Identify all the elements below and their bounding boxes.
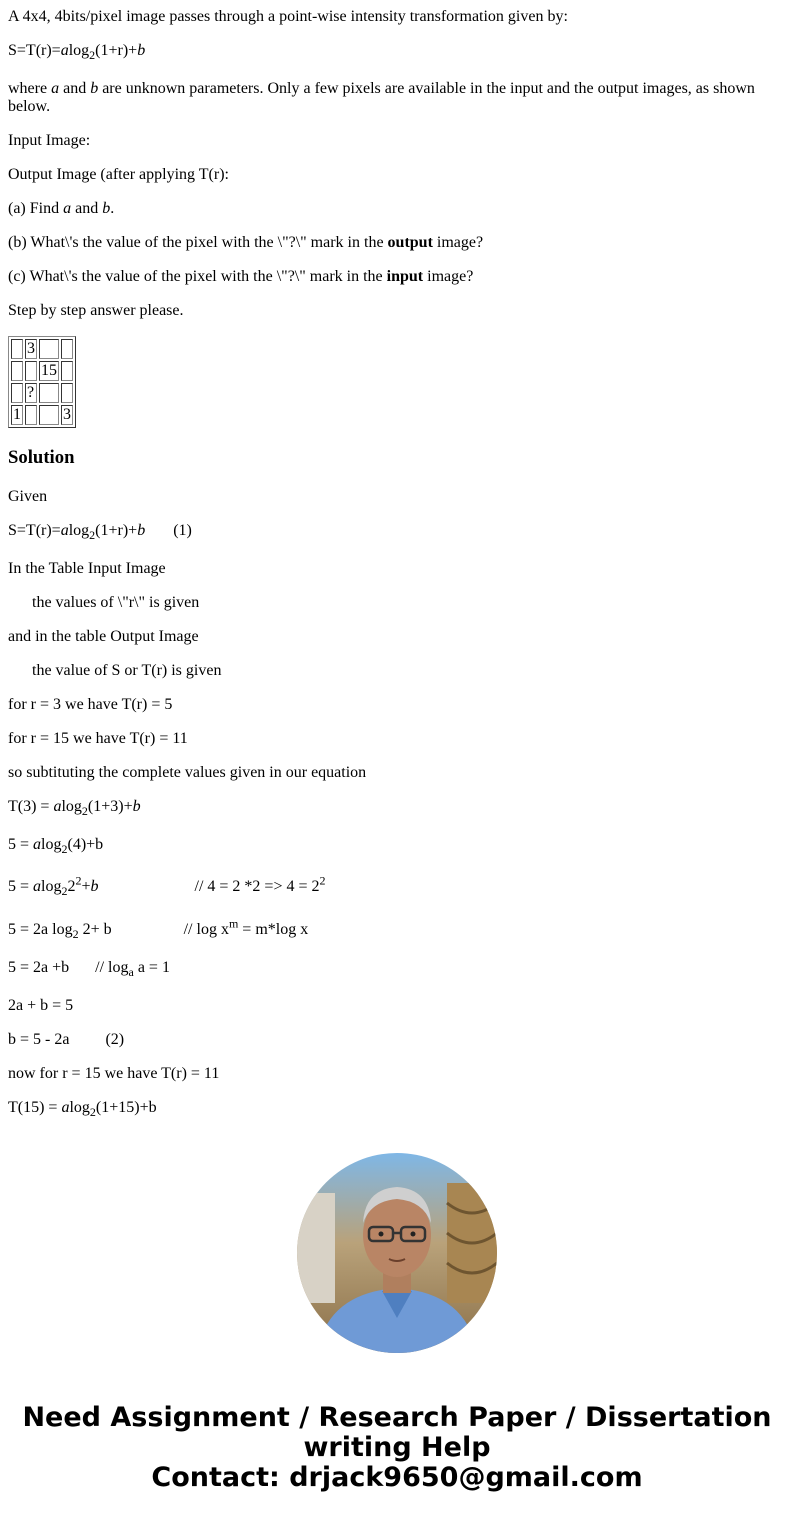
output-image-label: Output Image (after applying T(r): bbox=[8, 166, 229, 183]
equation-step-5: 2a + b = 5 bbox=[8, 997, 74, 1014]
table-cell bbox=[61, 383, 73, 403]
solution-line: and in the table Output Image bbox=[8, 628, 199, 645]
table-cell bbox=[25, 361, 37, 381]
table-cell bbox=[25, 405, 37, 425]
solution-heading: Solution bbox=[8, 447, 75, 468]
part-a: (a) Find a and b. bbox=[8, 200, 115, 217]
table-cell bbox=[11, 339, 23, 359]
table-cell: 15 bbox=[41, 362, 57, 379]
table-cell bbox=[11, 361, 23, 381]
solution-line: for r = 15 we have T(r) = 11 bbox=[8, 730, 188, 747]
equation-1: S=T(r)=alog$_2$(1+r)+b (1) bbox=[8, 522, 192, 543]
equation-t3: T(3) = alog$_2$(1+3)+b bbox=[8, 798, 141, 819]
banner-line: Need Assignment / Research Paper / Dissertation bbox=[22, 1402, 772, 1433]
equation-t15: T(15) = alog$_2$(1+15)+b bbox=[8, 1099, 157, 1120]
input-image-label: Input Image: bbox=[8, 132, 91, 149]
table-row bbox=[11, 405, 73, 425]
transform-formula: S=T(r)=alog$_2$(1+r)+b bbox=[8, 42, 146, 63]
parameters-note: where a and b are unknown parameters. Only a few pixels are available in the input and the output images, as shown below. bbox=[8, 80, 755, 115]
table-cell bbox=[61, 361, 73, 381]
equation-step-2: $5 = alog_22^2+b // 4 = 2$ $*2 => 4 = 2^2$ bbox=[8, 873, 326, 899]
solution-line: the values of \"r\" is given bbox=[32, 594, 200, 611]
table-cell bbox=[39, 383, 59, 403]
pixel-table bbox=[8, 336, 76, 428]
table-cell: 1 bbox=[13, 406, 21, 423]
table-row bbox=[11, 383, 73, 403]
solution-line: now for r = 15 we have T(r) = 11 bbox=[8, 1065, 220, 1082]
table-cell bbox=[39, 405, 59, 425]
banner-line: writing Help bbox=[303, 1432, 491, 1463]
part-c: (c) What\'s the value of the pixel with the \"?\" mark in the input image? bbox=[8, 268, 474, 285]
solution-line: so subtituting the complete values given in our equation bbox=[8, 764, 367, 781]
table-row bbox=[11, 339, 73, 359]
solution-line: for r = 3 we have T(r) = 5 bbox=[8, 696, 173, 713]
table-cell: ? bbox=[25, 383, 37, 403]
equation-2: b = 5 - 2a (2) bbox=[8, 1031, 125, 1048]
table-cell bbox=[61, 339, 73, 359]
author-avatar bbox=[297, 1153, 497, 1353]
banner-contact-line: Contact: drjack9650@gmail.com bbox=[151, 1462, 643, 1493]
author-portrait-image bbox=[297, 1153, 497, 1353]
question-intro: A 4x4, 4bits/pixel image passes through a point-wise intensity transformation given by: bbox=[8, 8, 568, 25]
equation-step-4: $5 = 2a +b // \log_a a = 1$ bbox=[8, 959, 170, 980]
solution-line: the value of S or T(r) is given bbox=[32, 662, 222, 679]
equation-step-1: 5 = alog$_2$(4)+b bbox=[8, 836, 104, 857]
solution-line: In the Table Input Image bbox=[8, 560, 166, 577]
table-cell: 3 bbox=[63, 406, 71, 423]
part-b: (b) What\'s the value of the pixel with the \"?\" mark in the output image? bbox=[8, 234, 484, 251]
given-label: Given bbox=[8, 488, 48, 505]
equation-step-3: 5 = 2a $\log_2 2+ b // \log x^m = m*\log$ x bbox=[8, 916, 309, 942]
table-cell: 3 bbox=[27, 340, 35, 357]
table-cell bbox=[39, 339, 59, 359]
step-request: Step by step answer please. bbox=[8, 302, 184, 319]
table-cell bbox=[11, 383, 23, 403]
contact-banner bbox=[0, 1403, 794, 1493]
table-row bbox=[11, 361, 73, 381]
